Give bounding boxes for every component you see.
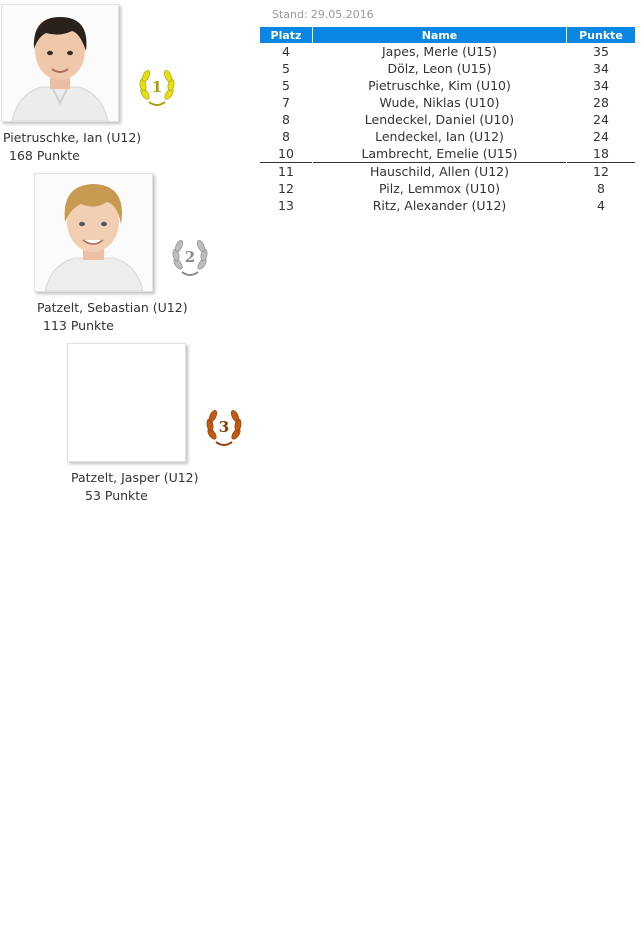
cell-name: Wude, Niklas (U10) — [379, 95, 500, 110]
column-header-name: Name — [313, 27, 566, 43]
cell-name: Pietruschke, Kim (U10) — [368, 78, 511, 93]
table-row — [260, 163, 635, 180]
stand-value: 29.05.2016 — [310, 8, 374, 21]
cell-name: Hauschild, Allen (U12) — [369, 164, 509, 179]
table-row — [260, 77, 635, 94]
cell-punkte: 34 — [593, 78, 609, 93]
cell-name: Lendeckel, Ian (U12) — [375, 129, 504, 144]
cell-name: Ritz, Alexander (U12) — [372, 198, 507, 213]
table-row — [260, 94, 635, 111]
silver-laurel-icon — [168, 236, 212, 280]
cell-platz: 11 — [278, 164, 294, 179]
cell-platz: 12 — [278, 181, 294, 196]
cell-punkte: 28 — [593, 95, 609, 110]
cell-punkte: 24 — [593, 112, 609, 127]
avatar — [35, 174, 152, 291]
cell-platz: 5 — [282, 61, 290, 76]
cell-punkte: 8 — [597, 181, 605, 196]
cell-punkte: 24 — [593, 129, 609, 144]
gold-laurel-icon — [135, 66, 179, 110]
svg-text:2: 2 — [184, 248, 196, 266]
podium-points-2: 113 Punkte — [43, 318, 114, 333]
cell-name: Lambrecht, Emelie (U15) — [313, 145, 566, 163]
cell-platz: 4 — [282, 44, 290, 59]
cell-punkte: 34 — [593, 61, 609, 76]
bronze-laurel-icon — [202, 406, 246, 450]
table-row — [260, 128, 635, 145]
stand-date — [272, 8, 374, 21]
column-header-punkte: Punkte — [567, 27, 635, 43]
table-row — [260, 145, 635, 163]
table-row — [260, 111, 635, 128]
cell-platz: 5 — [282, 78, 290, 93]
cell-platz: 13 — [278, 198, 294, 213]
cell-name: Japes, Merle (U15) — [382, 44, 497, 59]
cell-punkte: 35 — [593, 44, 609, 59]
table-row — [260, 43, 635, 60]
cell-punkte: 4 — [597, 198, 605, 213]
svg-text:1: 1 — [151, 78, 163, 96]
table-row — [260, 197, 635, 214]
podium-points-3: 53 Punkte — [85, 488, 148, 503]
table-header-row — [260, 27, 635, 43]
cell-name: Lendeckel, Daniel (U10) — [364, 112, 515, 127]
cell-platz: 10 — [260, 145, 312, 163]
podium-photo-3 — [67, 343, 186, 462]
cell-punkte: 18 — [567, 145, 635, 163]
cell-name: Pilz, Lemmox (U10) — [379, 181, 500, 196]
podium-name-1: Pietruschke, Ian (U12) — [3, 130, 142, 145]
svg-text:3: 3 — [218, 418, 230, 436]
ranking-table — [259, 27, 636, 214]
cell-name: Dölz, Leon (U15) — [387, 61, 492, 76]
table-row — [260, 180, 635, 197]
cell-punkte: 12 — [593, 164, 609, 179]
podium-photo-1 — [1, 4, 119, 122]
podium-name-3: Patzelt, Jasper (U12) — [71, 470, 199, 485]
stand-label: Stand: — [272, 8, 308, 21]
podium-photo-2 — [34, 173, 153, 292]
column-header-platz: Platz — [260, 27, 312, 43]
podium-name-2: Patzelt, Sebastian (U12) — [37, 300, 188, 315]
cell-platz: 8 — [282, 112, 290, 127]
podium-points-1: 168 Punkte — [9, 148, 80, 163]
table-row — [260, 60, 635, 77]
cell-platz: 8 — [282, 129, 290, 144]
cell-platz: 7 — [282, 95, 290, 110]
avatar — [2, 5, 118, 121]
